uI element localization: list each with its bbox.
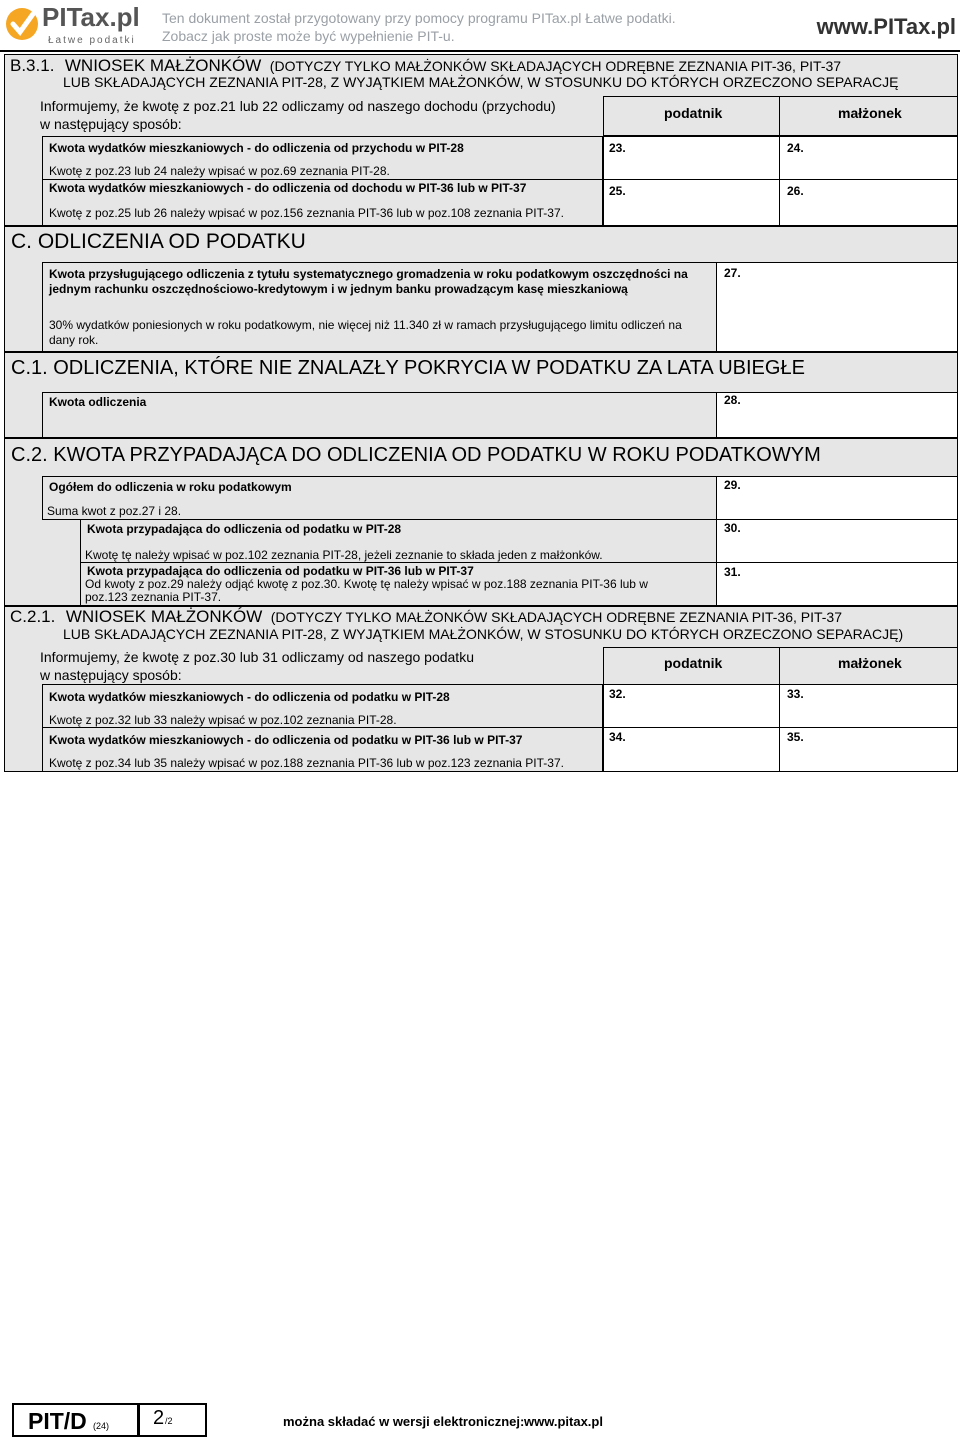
c2-pit28-label: Kwota przypadająca do odliczenia od podatku w PIT-28	[87, 522, 402, 536]
footer-url-link[interactable]: www.pitax.pl	[524, 1414, 603, 1429]
field-25[interactable]	[603, 179, 780, 226]
c-note-line1: 30% wydatków poniesionych w roku podatkowym, nie więcej niż 11.340 zł w ramach przysługującego limitu odliczeń na	[49, 318, 682, 332]
field-26-number: 26.	[787, 184, 804, 198]
b31-col-podatnik	[603, 96, 780, 136]
header-note-line2: Zobacz jak proste może być wypełnienie PIT-u.	[162, 28, 455, 44]
b31-row2-label-box	[42, 179, 603, 226]
c-label-line2: jednym rachunku oszczędnościowo-kredytowym i w jednym banku prowadzącym kasę mieszkaniową	[49, 282, 628, 296]
c21-col-malzonek	[779, 647, 958, 685]
c2-total-label: Ogółem do odliczenia w roku podatkowym	[49, 480, 292, 494]
c1-title: C.1. ODLICZENIA, KTÓRE NIE ZNALAZŁY POKRYCIA W PODATKU ZA LATA UBIEGŁE	[11, 357, 805, 379]
field-29[interactable]	[716, 476, 958, 520]
checkmark-logo-icon	[4, 4, 40, 44]
field-35[interactable]	[779, 727, 958, 772]
footer-page-number: 2	[153, 1407, 165, 1429]
c2-pit36-label: Kwota przypadająca do odliczenia od podatku w PIT-36 lub w PIT-37	[87, 564, 474, 578]
field-32-number: 32.	[609, 687, 626, 701]
c21-intro1: Informujemy, że kwotę z poz.30 lub 31 odliczamy od naszego podatku	[40, 649, 474, 665]
footer-page-box	[138, 1403, 207, 1437]
logo-subtitle: Łatwe podatki	[48, 35, 136, 46]
c21-row2-label: Kwota wydatków mieszkaniowych - do odliczenia od podatku w PIT-36 lub w PIT-37	[49, 733, 523, 747]
b31-col-malzonek-label: małżonek	[838, 105, 902, 121]
c1-label: Kwota odliczenia	[49, 395, 147, 409]
logo-brand: PITax.pl	[42, 2, 140, 32]
c21-intro2: w następujący sposób:	[40, 667, 182, 683]
c21-row1-note: Kwotę z poz.32 lub 33 należy wpisać w poz.102 zeznania PIT-28.	[49, 713, 397, 727]
field-23-number: 23.	[609, 141, 626, 155]
field-35-number: 35.	[787, 730, 804, 744]
field-23[interactable]	[603, 136, 780, 180]
field-28-number: 28.	[724, 393, 741, 407]
c21-code: C.2.1.	[10, 607, 56, 626]
c2-title: C.2. KWOTA PRZYPADAJĄCA DO ODLICZENIA OD PODATKU W ROKU PODATKOWYM	[11, 444, 821, 466]
c21-col-malzonek-label: małżonek	[838, 655, 902, 671]
b31-intro2: w następujący sposób:	[40, 116, 182, 132]
b31-row1-note: Kwotę z poz.23 lub 24 należy wpisać w poz.69 zeznania PIT-28.	[49, 164, 390, 178]
c1-label-box	[42, 392, 717, 438]
c2-pit36-note1: Od kwoty z poz.29 należy odjąć kwotę z poz.30. Kwotę tę należy wpisać w poz.188 zeznania PIT-36 lub w	[85, 577, 648, 591]
c2-pit28-label-box	[80, 519, 717, 563]
field-24[interactable]	[779, 136, 958, 180]
b31-code: B.3.1.	[10, 56, 55, 75]
c-title: C. ODLICZENIA OD PODATKU	[11, 230, 306, 253]
field-26[interactable]	[779, 179, 958, 226]
c2-total-note: Suma kwot z poz.27 i 28.	[47, 504, 182, 518]
c21-row2-label-box	[42, 727, 603, 772]
c21-subtitle1: (DOTYCZY TYLKO MAŁŻONKÓW SKŁADAJĄCYCH ODRĘBNE ZEZNANIA PIT-36, PIT-37	[270, 609, 843, 625]
footer-form-name: PIT/D	[28, 1408, 87, 1434]
b31-col-podatnik-label: podatnik	[664, 105, 723, 121]
c2-total-label-box	[42, 476, 717, 520]
c-label-line1: Kwota przysługującego odliczenia z tytułu systematycznego gromadzenia w roku podatkowym oszczędności na	[49, 267, 688, 281]
b31-heading	[10, 56, 841, 76]
field-29-number: 29.	[724, 478, 741, 492]
b31-col-malzonek	[779, 96, 958, 136]
field-33[interactable]	[779, 684, 958, 728]
header-note-line1: Ten dokument został przygotowany przy pomocy programu PITax.pl Łatwe podatki.	[162, 10, 676, 26]
c21-col-podatnik	[603, 647, 780, 685]
footer-page-total: /2	[165, 1416, 173, 1426]
field-31[interactable]	[716, 562, 958, 606]
field-34[interactable]	[603, 727, 780, 772]
field-24-number: 24.	[787, 141, 804, 155]
b31-row2-note: Kwotę z poz.25 lub 26 należy wpisać w poz.156 zeznania PIT-36 lub w poz.108 zeznania PIT-37.	[49, 206, 564, 220]
header-site-link[interactable]: www.PITax.pl	[816, 14, 956, 39]
header-divider	[0, 50, 960, 52]
field-30-number: 30.	[724, 521, 741, 535]
c21-heading	[10, 607, 842, 627]
b31-subtitle2: LUB SKŁADAJĄCYCH ZEZNANIA PIT-28, Z WYJĄTKIEM MAŁŻONKÓW, W STOSUNKU DO KTÓRYCH ORZECZONO SEPARACJĘ	[63, 74, 899, 90]
field-27[interactable]	[716, 262, 958, 352]
c2-pit36-label-box	[80, 562, 717, 606]
b31-row2-label: Kwota wydatków mieszkaniowych - do odliczenia od dochodu w PIT-36 lub w PIT-37	[49, 181, 527, 195]
header-note	[162, 9, 676, 45]
field-28[interactable]	[716, 392, 958, 438]
c21-col-podatnik-label: podatnik	[664, 655, 723, 671]
b31-subtitle1: (DOTYCZY TYLKO MAŁŻONKÓW SKŁADAJĄCYCH ODRĘBNE ZEZNANIA PIT-36, PIT-37	[269, 58, 842, 74]
footer-form-box	[12, 1403, 139, 1437]
c21-subtitle2: LUB SKŁADAJĄCYCH ZEZNANIA PIT-28, Z WYJĄTKIEM MAŁŻONKÓW, W STOSUNKU DO KTÓRYCH ORZECZONO SEPARACJĘ)	[63, 626, 904, 642]
footer-electronic: można składać w wersji elektronicznej:	[283, 1414, 525, 1429]
b31-row1-label: Kwota wydatków mieszkaniowych - do odliczenia od przychodu w PIT-28	[49, 141, 464, 155]
field-32[interactable]	[603, 684, 780, 728]
c-note-line2: dany rok.	[49, 333, 99, 347]
c21-title: WNIOSEK MAŁŻONKÓW	[65, 607, 263, 626]
c21-row2-note: Kwotę z poz.34 lub 35 należy wpisać w poz.188 zeznania PIT-36 lub w poz.123 zeznania PIT-37.	[49, 756, 564, 770]
footer-form-version: (24)	[93, 1421, 110, 1431]
field-33-number: 33.	[787, 687, 804, 701]
b31-row1-label-box	[42, 136, 603, 180]
field-27-number: 27.	[724, 266, 741, 280]
logo	[4, 2, 144, 48]
b31-intro1: Informujemy, że kwotę z poz.21 lub 22 odliczamy od naszego dochodu (przychodu)	[40, 98, 556, 114]
b31-title: WNIOSEK MAŁŻONKÓW	[64, 56, 262, 75]
field-31-number: 31.	[724, 565, 741, 579]
field-30[interactable]	[716, 519, 958, 563]
field-25-number: 25.	[609, 184, 626, 198]
c2-pit36-note2: poz.123 zeznania PIT-37.	[85, 590, 222, 604]
c21-row1-label-box	[42, 684, 603, 728]
field-34-number: 34.	[609, 730, 626, 744]
c21-row1-label: Kwota wydatków mieszkaniowych - do odliczenia od podatku w PIT-28	[49, 690, 450, 704]
c2-pit28-note: Kwotę tę należy wpisać w poz.102 zeznania PIT-28, jeżeli zeznanie to składa jeden z małżonków.	[85, 548, 603, 562]
c-label-box	[42, 262, 717, 352]
